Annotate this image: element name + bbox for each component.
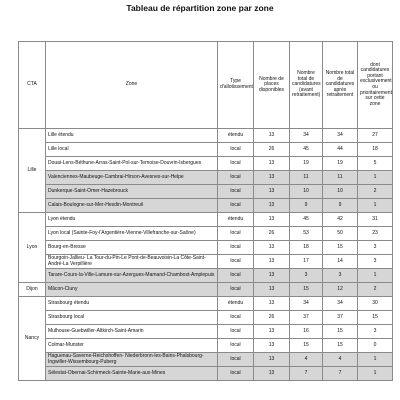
zone-cell: Valenciennes-Maubeuge-Cambrai-Hirson-Avesnes-sur-Helpe bbox=[46, 171, 218, 185]
zone-cell: Bourg-en-Bresse bbox=[46, 241, 218, 255]
type-cell: local bbox=[218, 199, 254, 213]
type-cell: local bbox=[218, 255, 254, 269]
table-row bbox=[19, 129, 393, 143]
type-cell: local bbox=[218, 367, 254, 381]
dont-cell: 2 bbox=[358, 283, 393, 297]
avant-cell: 7 bbox=[290, 367, 323, 381]
type-cell: local bbox=[218, 269, 254, 283]
zone-cell: Mulhouse-Guebwiller-Altkirch-Saint-Amarin bbox=[46, 325, 218, 339]
dont-cell: 1 bbox=[358, 171, 393, 185]
places-cell: 13 bbox=[254, 213, 290, 227]
avant-cell: 10 bbox=[290, 185, 323, 199]
apres-cell: 19 bbox=[323, 157, 358, 171]
type-cell: local bbox=[218, 311, 254, 325]
avant-cell: 15 bbox=[290, 339, 323, 353]
dont-cell: 1 bbox=[358, 367, 393, 381]
header-cta: CTA bbox=[19, 42, 46, 129]
apres-cell: 12 bbox=[323, 283, 358, 297]
apres-cell: 44 bbox=[323, 143, 358, 157]
header-dont: dont candidatures portant exclusivement ou prioritairement sur cette zone bbox=[358, 42, 393, 129]
apres-cell: 50 bbox=[323, 227, 358, 241]
table-row bbox=[19, 311, 393, 325]
apres-cell: 14 bbox=[323, 255, 358, 269]
type-cell: local bbox=[218, 227, 254, 241]
dont-cell: 23 bbox=[358, 227, 393, 241]
zone-cell: Douai-Lens-Béthune-Arras-Saint-Pol-sur-Ternoise-Douvrin-Isbergues bbox=[46, 157, 218, 171]
places-cell: 13 bbox=[254, 269, 290, 283]
places-cell: 13 bbox=[254, 283, 290, 297]
apres-cell: 15 bbox=[323, 325, 358, 339]
type-cell: local bbox=[218, 241, 254, 255]
table-row bbox=[19, 269, 393, 283]
table-row bbox=[19, 297, 393, 311]
header-avant: Nombre total de candidatures (avant retraitement) bbox=[290, 42, 323, 129]
apres-cell: 10 bbox=[323, 185, 358, 199]
dont-cell: 31 bbox=[358, 213, 393, 227]
places-cell: 26 bbox=[254, 311, 290, 325]
places-cell: 13 bbox=[254, 353, 290, 367]
table-row bbox=[19, 325, 393, 339]
places-cell: 13 bbox=[254, 367, 290, 381]
dont-cell: 18 bbox=[358, 143, 393, 157]
avant-cell: 15 bbox=[290, 283, 323, 297]
zone-cell: Haguenau-Saverne-Reichshoffen- Niederbronn-les-Bains-Phalsbourg-Ingwiller-Wissembourg-Puberg bbox=[46, 353, 218, 367]
table-row bbox=[19, 227, 393, 241]
apres-cell: 9 bbox=[323, 199, 358, 213]
dont-cell: 15 bbox=[358, 311, 393, 325]
apres-cell: 11 bbox=[323, 171, 358, 185]
apres-cell: 34 bbox=[323, 297, 358, 311]
cta-cell: Lyon bbox=[19, 213, 46, 283]
table-row bbox=[19, 255, 393, 269]
cta-cell: Nancy bbox=[19, 297, 46, 381]
header-apres: Nombre total de candidatures après retraitement bbox=[323, 42, 358, 129]
zone-cell: Tarare-Cours-la-Ville-Lamure-sur-Azergues-Mamand-Chambost-Amplepuis bbox=[46, 269, 218, 283]
type-cell: local bbox=[218, 283, 254, 297]
dont-cell: 3 bbox=[358, 255, 393, 269]
cta-cell: Dijon bbox=[19, 283, 46, 297]
zone-cell: Colmar-Munster bbox=[46, 339, 218, 353]
apres-cell: 42 bbox=[323, 213, 358, 227]
type-cell: étendu bbox=[218, 129, 254, 143]
places-cell: 26 bbox=[254, 143, 290, 157]
table-row bbox=[19, 353, 393, 367]
avant-cell: 11 bbox=[290, 171, 323, 185]
table-row bbox=[19, 213, 393, 227]
avant-cell: 16 bbox=[290, 325, 323, 339]
type-cell: local bbox=[218, 185, 254, 199]
header-zone: Zone bbox=[46, 42, 218, 129]
dont-cell: 3 bbox=[358, 325, 393, 339]
zone-cell: Lille étendu bbox=[46, 129, 218, 143]
type-cell: local bbox=[218, 171, 254, 185]
avant-cell: 37 bbox=[290, 311, 323, 325]
places-cell: 13 bbox=[254, 325, 290, 339]
avant-cell: 17 bbox=[290, 255, 323, 269]
places-cell: 13 bbox=[254, 297, 290, 311]
table-row bbox=[19, 199, 393, 213]
dont-cell: 30 bbox=[358, 297, 393, 311]
dont-cell: 2 bbox=[358, 185, 393, 199]
apres-cell: 15 bbox=[323, 241, 358, 255]
zone-cell: Mâcon-Cluny bbox=[46, 283, 218, 297]
places-cell: 13 bbox=[254, 171, 290, 185]
dont-cell: 0 bbox=[358, 339, 393, 353]
avant-cell: 19 bbox=[290, 157, 323, 171]
dont-cell: 1 bbox=[358, 199, 393, 213]
type-cell: local bbox=[218, 325, 254, 339]
type-cell: local bbox=[218, 143, 254, 157]
zone-cell: Strasbourg local bbox=[46, 311, 218, 325]
type-cell: local bbox=[218, 353, 254, 367]
apres-cell: 3 bbox=[323, 269, 358, 283]
apres-cell: 4 bbox=[323, 353, 358, 367]
places-cell: 13 bbox=[254, 199, 290, 213]
avant-cell: 45 bbox=[290, 213, 323, 227]
table-row bbox=[19, 367, 393, 381]
places-cell: 13 bbox=[254, 255, 290, 269]
zone-cell: Sélestat-Obernai-Schirmeck-Sainte-Marie-aux-Mines bbox=[46, 367, 218, 381]
header-places: Nombre de places disponibles bbox=[254, 42, 290, 129]
places-cell: 26 bbox=[254, 227, 290, 241]
dont-cell: 1 bbox=[358, 353, 393, 367]
type-cell: local bbox=[218, 157, 254, 171]
table-row bbox=[19, 143, 393, 157]
zone-cell: Calais-Boulogne-sur-Mer-Hesdin-Montreuil bbox=[46, 199, 218, 213]
header-row bbox=[19, 42, 393, 129]
zone-cell: Strasbourg étendu bbox=[46, 297, 218, 311]
avant-cell: 18 bbox=[290, 241, 323, 255]
table-row bbox=[19, 171, 393, 185]
table-row bbox=[19, 157, 393, 171]
apres-cell: 34 bbox=[323, 129, 358, 143]
dont-cell: 27 bbox=[358, 129, 393, 143]
cta-cell: Lille bbox=[19, 129, 46, 213]
apres-cell: 37 bbox=[323, 311, 358, 325]
dont-cell: 1 bbox=[358, 269, 393, 283]
type-cell: étendu bbox=[218, 213, 254, 227]
places-cell: 13 bbox=[254, 241, 290, 255]
table-body bbox=[19, 129, 393, 381]
avant-cell: 45 bbox=[290, 143, 323, 157]
allocation-table bbox=[18, 41, 393, 381]
places-cell: 13 bbox=[254, 185, 290, 199]
places-cell: 13 bbox=[254, 129, 290, 143]
apres-cell: 7 bbox=[323, 367, 358, 381]
table-row bbox=[19, 283, 393, 297]
avant-cell: 34 bbox=[290, 297, 323, 311]
dont-cell: 5 bbox=[358, 157, 393, 171]
apres-cell: 15 bbox=[323, 339, 358, 353]
avant-cell: 9 bbox=[290, 199, 323, 213]
zone-cell: Lille local bbox=[46, 143, 218, 157]
zone-cell: Dunkerque-Saint-Omer-Hazebrouck bbox=[46, 185, 218, 199]
zone-cell: Lyon étendu bbox=[46, 213, 218, 227]
header-type: Type d'allotissement bbox=[218, 42, 254, 129]
table-row bbox=[19, 185, 393, 199]
avant-cell: 34 bbox=[290, 129, 323, 143]
places-cell: 13 bbox=[254, 339, 290, 353]
places-cell: 13 bbox=[254, 157, 290, 171]
page-title: Tableau de répartition zone par zone bbox=[126, 3, 274, 13]
dont-cell: 3 bbox=[358, 241, 393, 255]
type-cell: local bbox=[218, 339, 254, 353]
type-cell: étendu bbox=[218, 297, 254, 311]
zone-cell: Lyon local (Sainte-Foy-l'Argentière-Vienne-Villefranche-sur-Saône) bbox=[46, 227, 218, 241]
table-row bbox=[19, 339, 393, 353]
avant-cell: 3 bbox=[290, 269, 323, 283]
avant-cell: 4 bbox=[290, 353, 323, 367]
avant-cell: 53 bbox=[290, 227, 323, 241]
zone-cell: Bourgoin-Jallieu- La Tour-du-Pin-Le Pont-de-Beauvoisin-La Côte-Saint-André-La Verpillière bbox=[46, 255, 218, 269]
table-row bbox=[19, 241, 393, 255]
